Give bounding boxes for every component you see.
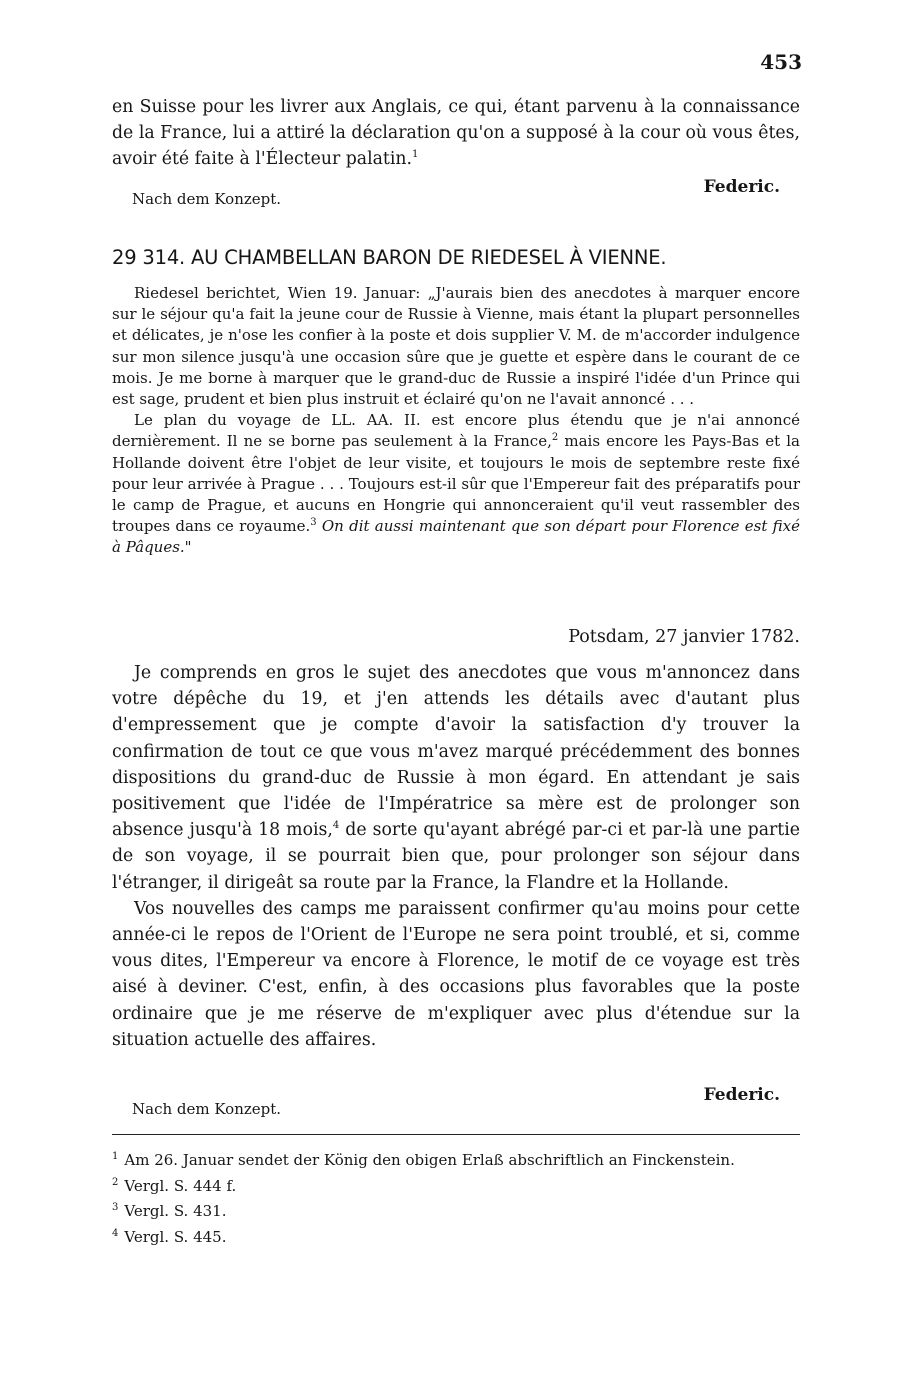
dateline: Potsdam, 27 janvier 1782. bbox=[568, 627, 800, 647]
footnotes bbox=[112, 1146, 800, 1248]
footnote-ref: 3 bbox=[310, 517, 317, 529]
letter-paragraph: Je comprends en gros le sujet des anecdotes que vous m'annoncez dans votre dépêche du 19, et j'en attends les détails avec d'autant plus d'empressement que je compte d'avoir la satisfaction d'y trouver la confirmation de tout ce que vous m'avez marqué précédemment des bonnes dispositions du grand-duc de Russie à mon égard. En attendant je sais positivement que l'idée de l'Impératrice sa mère est de prolonger son absence jusqu'à 18 mois,$^4$ de sorte qu'ayant abrégé par-ci et par-là une partie de son voyage, il se pourrait bien que, pour prolonger son séjour dans l'étranger, il dirigeât sa route par la France, la Flandre et la Hollande. bbox=[112, 663, 801, 893]
footnote bbox=[112, 1172, 800, 1198]
footnote-marker: 3 bbox=[112, 1202, 119, 1214]
letter-heading: 29 314. AU CHAMBELLAN BARON DE RIEDESEL À VIENNE. bbox=[112, 246, 667, 269]
footnote-text: Vergl. S. 431. bbox=[124, 1202, 227, 1221]
footnote-marker: 2 bbox=[112, 1176, 119, 1188]
source-note: Nach dem Konzept. bbox=[132, 190, 282, 208]
footnote-text: Am 26. Januar sendet der König den obigen Erlaß abschriftlich an Finckenstein. bbox=[124, 1151, 735, 1169]
letter-body bbox=[112, 660, 800, 1053]
footnote-ref: 4 bbox=[332, 820, 340, 832]
footnote bbox=[112, 1146, 800, 1172]
footnote-text: Vergl. S. 444 f. bbox=[124, 1176, 237, 1195]
footnote-divider bbox=[112, 1134, 800, 1135]
footnote-ref: 2 bbox=[551, 432, 559, 444]
top-paragraph bbox=[112, 94, 800, 173]
footnote bbox=[112, 1223, 800, 1249]
signature: Federic. bbox=[703, 1085, 780, 1105]
letter-paragraph: Vos nouvelles des camps me paraissent confirmer qu'au moins pour cette année-ci le repos de l'Orient de l'Europe ne sera point troublé, et si, comme vous dites, l'Empereur va encore à Florence, le motif de ce voyage est très aisé à deviner. C'est, enfin, à des occasions plus favorables que la poste ordinaire que je me réserve de m'expliquer avec plus d'étendue sur la situation actuelle des affaires. bbox=[112, 898, 800, 1050]
report-summary bbox=[112, 283, 800, 559]
footnote-marker: 4 bbox=[112, 1227, 119, 1239]
footnote-text: Vergl. S. 445. bbox=[124, 1227, 227, 1246]
signature: Federic. bbox=[703, 177, 780, 197]
top-paragraph-text: en Suisse pour les livrer aux Anglais, ce qui, étant parvenu à la connaissance de la France, lui a attiré la déclaration qu'on a supposé à la cour où vous êtes, avoir été faite à l'Électeur palatin.$^1$ bbox=[112, 97, 800, 170]
report-paragraph: Riedesel berichtet, Wien 19. Januar: „J'aurais bien des anecdotes à marquer encore sur le séjour qu'a fait la jeune cour de Russie à Vienne, mais étant la plupart personnelles et délicates, je n'ose les confier à la poste et dois supplier V. M. de m'accorder indulgence sur mon silence jusqu'à une occasion sûre que je guette et espère dans le courant de ce mois. Je me borne à marquer que le grand-duc de Russie a inspiré l'idée d'un Prince qui est sage, prudent et bien plus instruit et éclairé qu'on ne l'avait annoncé . . . bbox=[112, 284, 800, 409]
page-number: 453 bbox=[760, 50, 802, 74]
footnote-ref: 1 bbox=[412, 149, 419, 161]
footnote bbox=[112, 1197, 800, 1223]
source-note: Nach dem Konzept. bbox=[132, 1100, 282, 1118]
footnote-marker: 1 bbox=[112, 1151, 119, 1162]
report-paragraph: Le plan du voyage de LL. AA. II. est encore plus étendu que je n'ai annoncé dernièrement. Il ne se borne pas seulement à la France,$^2$ mais encore les Pays-Bas et la Hollande doivent être l'objet de leur visite, et toujours le mois de septembre reste fixé pour leur arrivée à Prague . . . Toujours est-il sûr que l'Empereur fait des préparatifs pour le camp de Prague, et aucuns en Hongrie qui annonceraient qu'il veut rassembler des troupes dans ce royaume.$^3$ On dit aussi maintenant que son départ pour Florence est fixé à Pâques." bbox=[112, 411, 800, 557]
